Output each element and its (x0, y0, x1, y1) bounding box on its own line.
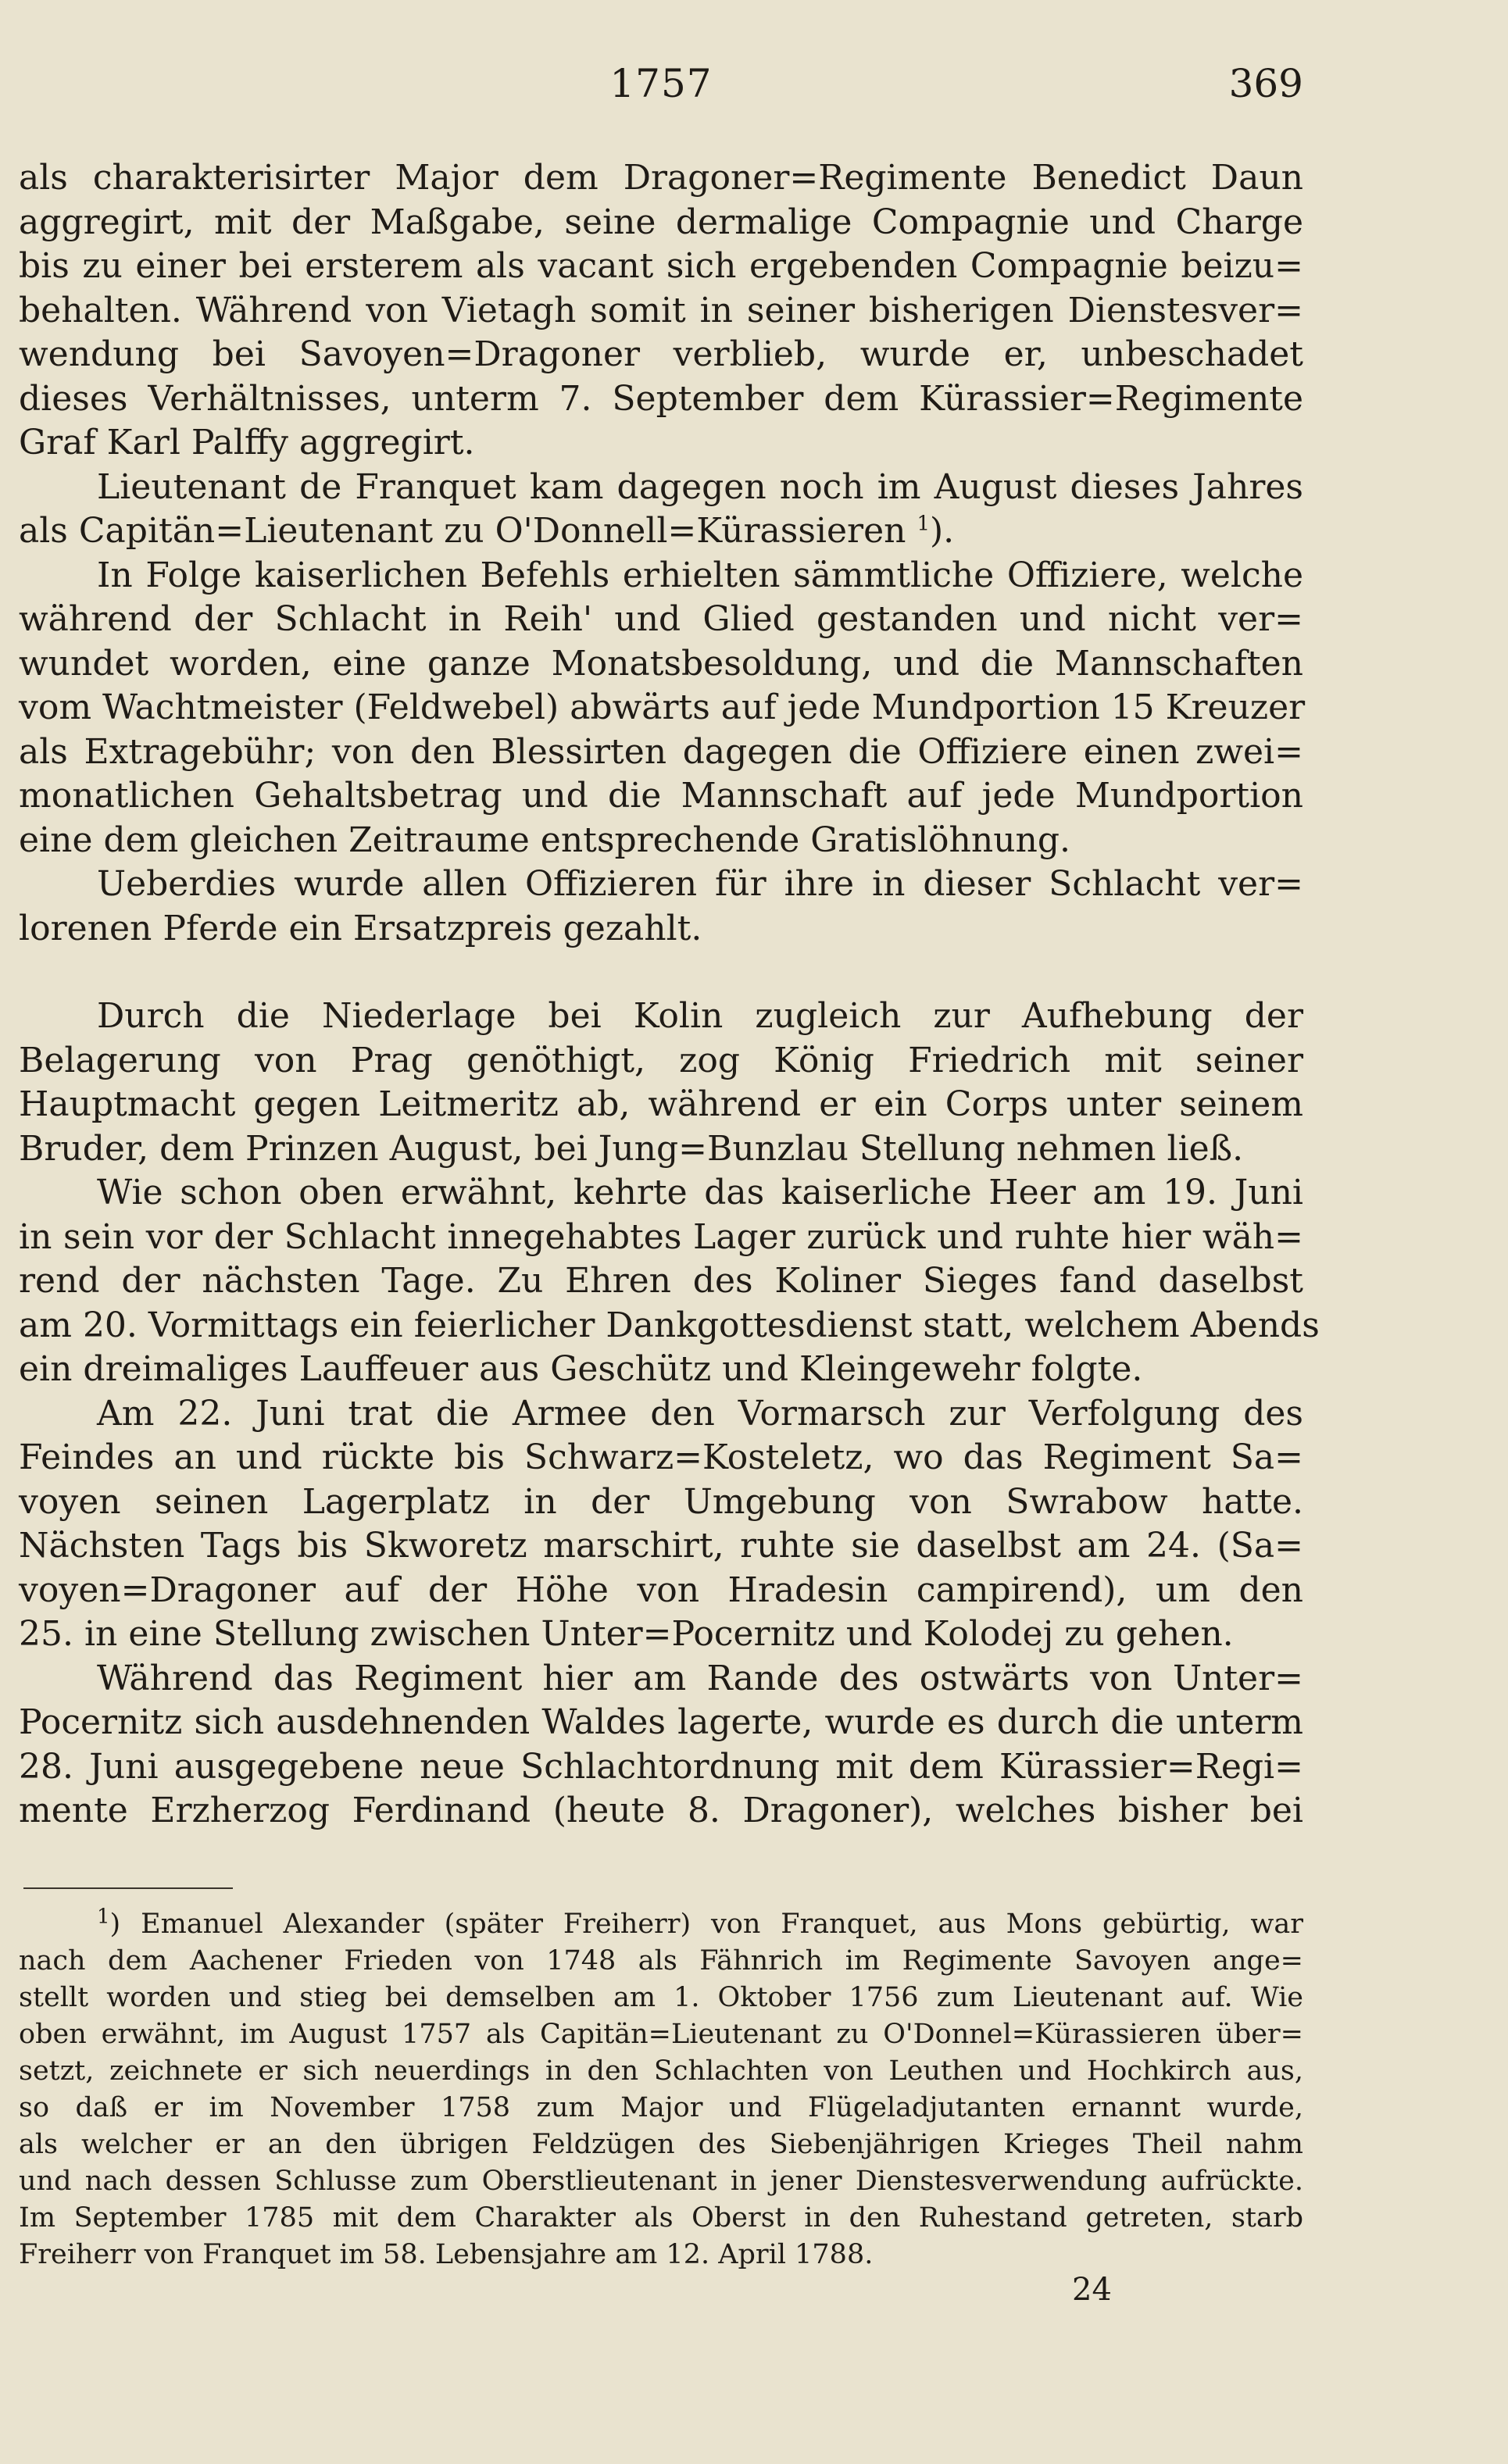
text-line: ein dreimaliges Lauffeuer aus Geschütz und Kleingewehr folgte. (19, 1349, 1143, 1389)
footnote-text: Emanuel Alexander (später Freiherr) von Franquet, aus Mons gebürtig, war (141, 1909, 1303, 1940)
text-line: monatlichen Gehaltsbetrag und die Mannschaft auf jede Mundportion (19, 776, 1303, 816)
paragraph (19, 1657, 1303, 1834)
text-line: In Folge kaiserlichen Befehls erhielten sämmtliche Offiziere, welche (97, 555, 1303, 595)
footnote-line: nach dem Aachener Frieden von 1748 als Fähnrich im Regimente Savoyen ange= (19, 1945, 1303, 1977)
text-line: wundet worden, eine ganze Monatsbesoldung, und die Mannschaften (19, 643, 1303, 684)
text-line: Feindes an und rückte bis Schwarz=Kosteletz, wo das Regiment Sa= (19, 1437, 1303, 1477)
text-line: rend der nächsten Tage. Zu Ehren des Koliner Sieges fand daselbst (19, 1261, 1303, 1301)
text-line: Wie schon oben erwähnt, kehrte das kaiserliche Heer am 19. Juni (97, 1173, 1303, 1212)
text-line: Ueberdies wurde allen Offizieren für ihre in dieser Schlacht ver= (97, 864, 1303, 904)
text-line: Während das Regiment hier am Rande des ostwärts von Unter= (97, 1658, 1303, 1698)
text-line: 28. Juni ausgegebene neue Schlachtordnung mit dem Kürassier=Regi= (19, 1746, 1303, 1787)
text-line: Belagerung von Prag genöthigt, zog König Friedrich mit seiner (19, 1040, 1303, 1080)
text-line: dieses Verhältnisses, unterm 7. September dem Kürassier=Regimente (19, 378, 1303, 419)
text-line: Lieutenant de Franquet kam dagegen noch im August dieses Jahres (97, 466, 1303, 507)
footnote-line: so daß er im November 1758 zum Major und Flügeladjutanten ernannt wurde, (19, 2092, 1303, 2123)
footnote-line: und nach dessen Schlusse zum Oberstlieutenant in jener Dienstesverwendung aufrückte. (19, 2166, 1303, 2197)
line-text: als Capitän=Lieutenant zu O'Donnell=Kürassieren (19, 511, 906, 551)
text-line: Am 22. Juni trat die Armee den Vormarsch zur Verfolgung des (97, 1393, 1303, 1434)
text-line: voyen seinen Lagerplatz in der Umgebung von Swrabow hatte. (19, 1481, 1303, 1522)
footnote-line: setzt, zeichnete er sich neuerdings in den Schlachten von Leuthen und Hochkirch aus, (19, 2055, 1303, 2087)
text-line: wendung bei Savoyen=Dragoner verblieb, wurde er, unbeschadet (19, 334, 1303, 374)
text-line: Graf Karl Palffy aggregirt. (19, 423, 475, 462)
text-line: aggregirt, mit der Maßgabe, seine dermalige Compagnie und Charge (19, 202, 1303, 242)
text-line: bis zu einer bei ersterem als vacant sich ergebenden Compagnie beizu= (19, 246, 1303, 286)
page-number: 369 (1228, 61, 1303, 106)
paragraph (19, 466, 1303, 554)
text-line-with-footnote (19, 509, 1303, 554)
footnote-line: stellt worden und stieg bei demselben am 1. Oktober 1756 zum Lieutenant auf. Wie (19, 1982, 1303, 2013)
paragraph (19, 156, 1303, 466)
text-line: als Extragebühr; von den Blessirten dagegen die Offiziere einen zwei= (19, 731, 1303, 772)
text-line: voyen=Dragoner auf der Höhe von Hradesin campirend), um den (19, 1569, 1303, 1610)
text-line: Durch die Niederlage bei Kolin zugleich zur Aufhebung der (97, 996, 1303, 1036)
footnote-ref: 1 (917, 512, 930, 536)
signature-mark: 24 (1072, 2272, 1112, 2308)
page-header (19, 61, 1303, 116)
text-line: als charakterisirter Major dem Dragoner=Regimente Benedict Daun (19, 158, 1303, 198)
paragraph (19, 1171, 1320, 1392)
text-line: Pocernitz sich ausdehnenden Waldes lagerte, wurde es durch die unterm (19, 1702, 1303, 1742)
footnote-line: als welcher er an den übrigen Feldzügen des Siebenjährigen Krieges Theil nahm (19, 2129, 1303, 2160)
footnote-divider (23, 1887, 233, 1889)
paragraph (19, 862, 1303, 951)
footnote-line: Freiherr von Franquet im 58. Lebensjahre am 12. April 1788. (19, 2239, 874, 2270)
text-line: vom Wachtmeister (Feldwebel) abwärts auf jede Mundportion 15 Kreuzer (19, 687, 1306, 727)
text-line: 25. in eine Stellung zwischen Unter=Pocernitz und Kolodej zu gehen. (19, 1614, 1234, 1654)
footnote-marker: 1 (97, 1905, 110, 1929)
text-line: eine dem gleichen Zeitraume entsprechende Gratislöhnung. (19, 820, 1071, 860)
text-line: Nächsten Tags bis Skworetz marschirt, ruhte sie daselbst am 24. (Sa= (19, 1526, 1303, 1566)
text-line: in sein vor der Schlacht innegehabtes Lager zurück und ruhte hier wäh= (19, 1216, 1303, 1257)
text-line: Bruder, dem Prinzen August, bei Jung=Bunzlau Stellung nehmen ließ. (19, 1128, 1244, 1169)
running-head-year: 1757 (609, 61, 713, 106)
footnote-line: $^1$) Emanuel Alexander (später Freiherr) von Franquet, aus Mons gebürtig, war (97, 1905, 1303, 1940)
footnote-block (19, 1906, 1303, 2273)
paragraph (19, 1392, 1303, 1657)
footnote-line: Im September 1785 mit dem Charakter als Oberst in den Ruhestand getreten, starb (19, 2202, 1303, 2234)
text-line: während der Schlacht in Reih' und Glied gestanden und nicht ver= (19, 599, 1303, 639)
footnote-line: oben erwähnt, im August 1757 als Capitän=Lieutenant zu O'Donnel=Kürassieren über= (19, 2019, 1303, 2050)
line-tail: ). (930, 511, 955, 551)
text-line: mente Erzherzog Ferdinand (heute 8. Dragoner), welches bisher bei (19, 1791, 1303, 1830)
paragraph (19, 995, 1303, 1171)
text-line: behalten. Während von Vietagh somit in seiner bisherigen Dienstesver= (19, 290, 1303, 330)
text-line: lorenen Pferde ein Ersatzpreis gezahlt. (19, 908, 702, 948)
paragraph (19, 554, 1306, 863)
main-text (19, 156, 1320, 1834)
text-line: Hauptmacht gegen Leitmeritz ab, während er ein Corps unter seinem (19, 1084, 1303, 1124)
text-line: am 20. Vormittags ein feierlicher Dankgottesdienst statt, welchem Abends (19, 1305, 1320, 1345)
section-gap (19, 951, 1303, 995)
